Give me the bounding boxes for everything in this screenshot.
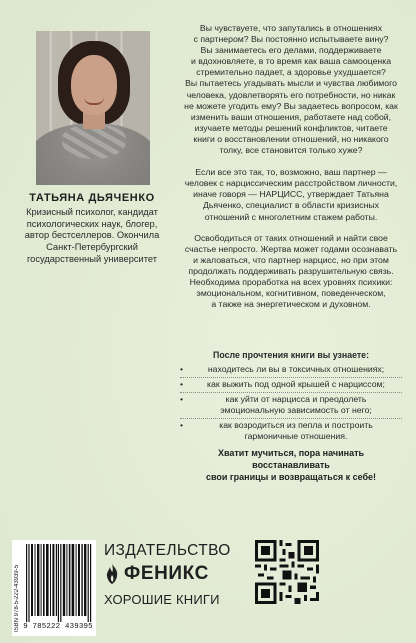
barcode xyxy=(12,540,96,636)
list-item xyxy=(180,378,402,393)
blurb-line: эмоциональном, когнитивном, поведенческом, xyxy=(196,288,386,299)
blurb-line: Вы занимаетесь его делами, поддерживаете xyxy=(200,45,382,56)
blurb-line: счастье непросто. Жертва может годами осознавать xyxy=(184,243,398,254)
blurb-line: изучаете методы решений конфликтов, читаете xyxy=(194,122,388,133)
author-bio-line: Санкт-Петербургский xyxy=(46,242,138,253)
blurb-line: Освободиться от таких отношений и найти свое xyxy=(194,232,388,243)
phoenix-flame-icon xyxy=(104,563,120,585)
qr-code xyxy=(255,540,319,604)
blurb-line: не можете угодить ему? Вы задаетесь вопросом, как xyxy=(184,100,398,111)
list-item-line: эмоциональную зависимость от него; xyxy=(220,405,372,415)
photo-scarf xyxy=(62,125,126,159)
author-bio-line: автор бестселлеров. Окончила xyxy=(24,230,160,241)
isbn-text: ISBN 978-5-222-43939-5 xyxy=(14,564,20,632)
author-bio-line: психологических наук, блогер, xyxy=(26,218,158,229)
blurb-paragraph-1 xyxy=(180,23,402,156)
barcode-bars xyxy=(26,544,92,622)
cta-line: свои границы и возвращаться к себе! xyxy=(205,472,377,482)
blurb-line: Если все это так, то, возможно, ваш партнер — xyxy=(195,167,387,178)
author-photo xyxy=(36,31,150,185)
blurb-line: Вы чувствуете, что запутались в отношениях xyxy=(199,23,383,33)
blurb-line: а также на энергетическом и духовном. xyxy=(211,299,371,310)
list-title: После прочтения книги вы узнаете: xyxy=(213,350,369,360)
list-item-line: как возродиться из пепла и построить xyxy=(219,420,373,430)
blurb-line: изменить ваши отношения, работаете над собой, xyxy=(190,111,392,122)
blurb-paragraph-3 xyxy=(180,233,402,311)
list-item xyxy=(180,363,402,378)
blurb-line: книги о восстановлении отношений, но никакого xyxy=(193,133,389,144)
author-bio-line: государственный университет xyxy=(26,253,157,264)
blurb-line: Необходима проработка на всех уровнях психики: xyxy=(189,276,393,287)
publisher-slogan: ХОРОШИЕ КНИГИ xyxy=(104,592,220,607)
blurb-line: и вдохновляете, в то время как ваша самооценка xyxy=(190,56,392,67)
author-bio xyxy=(12,207,172,266)
author-bio-line: Кризисный психолог, кандидат xyxy=(26,207,158,217)
blurb-line: и жаловаться, что партнер нарцисс, но при этом xyxy=(193,254,389,265)
blurb-line: толку, все становится только хуже? xyxy=(219,145,363,156)
blurb-line: продолжать поддерживать разрушительную связь. xyxy=(188,265,394,276)
barcode-digits: 9 785222 439395 xyxy=(23,623,93,631)
blurb-line: стремительно падает, а здоровье ухудшается? xyxy=(196,67,386,78)
blurb-line: Вы пытаетесь угадывать мысли и чувства любимого xyxy=(185,78,397,89)
cta-line: Хватит мучиться, пора начинать восстанавливать xyxy=(217,448,365,470)
list-item-line: гармоничные отношения. xyxy=(244,431,348,441)
blurb-column xyxy=(180,23,402,320)
list-item xyxy=(180,393,402,419)
publisher-brand-name: ФЕНИКС xyxy=(124,563,209,584)
blurb-line: человек с нарциссическим расстройством личности, xyxy=(184,178,398,189)
blurb-line: с партнером? Вы постоянно испытываете вину? xyxy=(193,34,389,45)
blurb-line: иначе говоря — НАРЦИСС, утверждает Татьяна xyxy=(193,189,389,200)
blurb-line: человека, удовлетворять его потребности, но никак xyxy=(186,89,396,100)
benefits-list xyxy=(180,363,402,444)
list-item-line: как уйти от нарцисса и преодолеть xyxy=(225,394,367,404)
publisher-brand xyxy=(104,563,250,585)
call-to-action xyxy=(180,447,402,483)
blurb-line: Дьяченко, специалист в области кризисных xyxy=(202,200,379,211)
photo-face xyxy=(71,55,117,115)
list-item-line: как выжить под одной крышей с нарциссом; xyxy=(207,379,385,389)
blurb-line: отношений с многолетним стажем работы. xyxy=(204,211,378,222)
publisher-label: ИЗДАТЕЛЬСТВО xyxy=(104,542,231,559)
list-item-line: находитесь ли вы в токсичных отношениях; xyxy=(207,364,385,374)
list-item xyxy=(180,419,402,444)
author-name: ТАТЬЯНА ДЬЯЧЕНКО xyxy=(29,192,155,204)
blurb-paragraph-2 xyxy=(180,167,402,222)
